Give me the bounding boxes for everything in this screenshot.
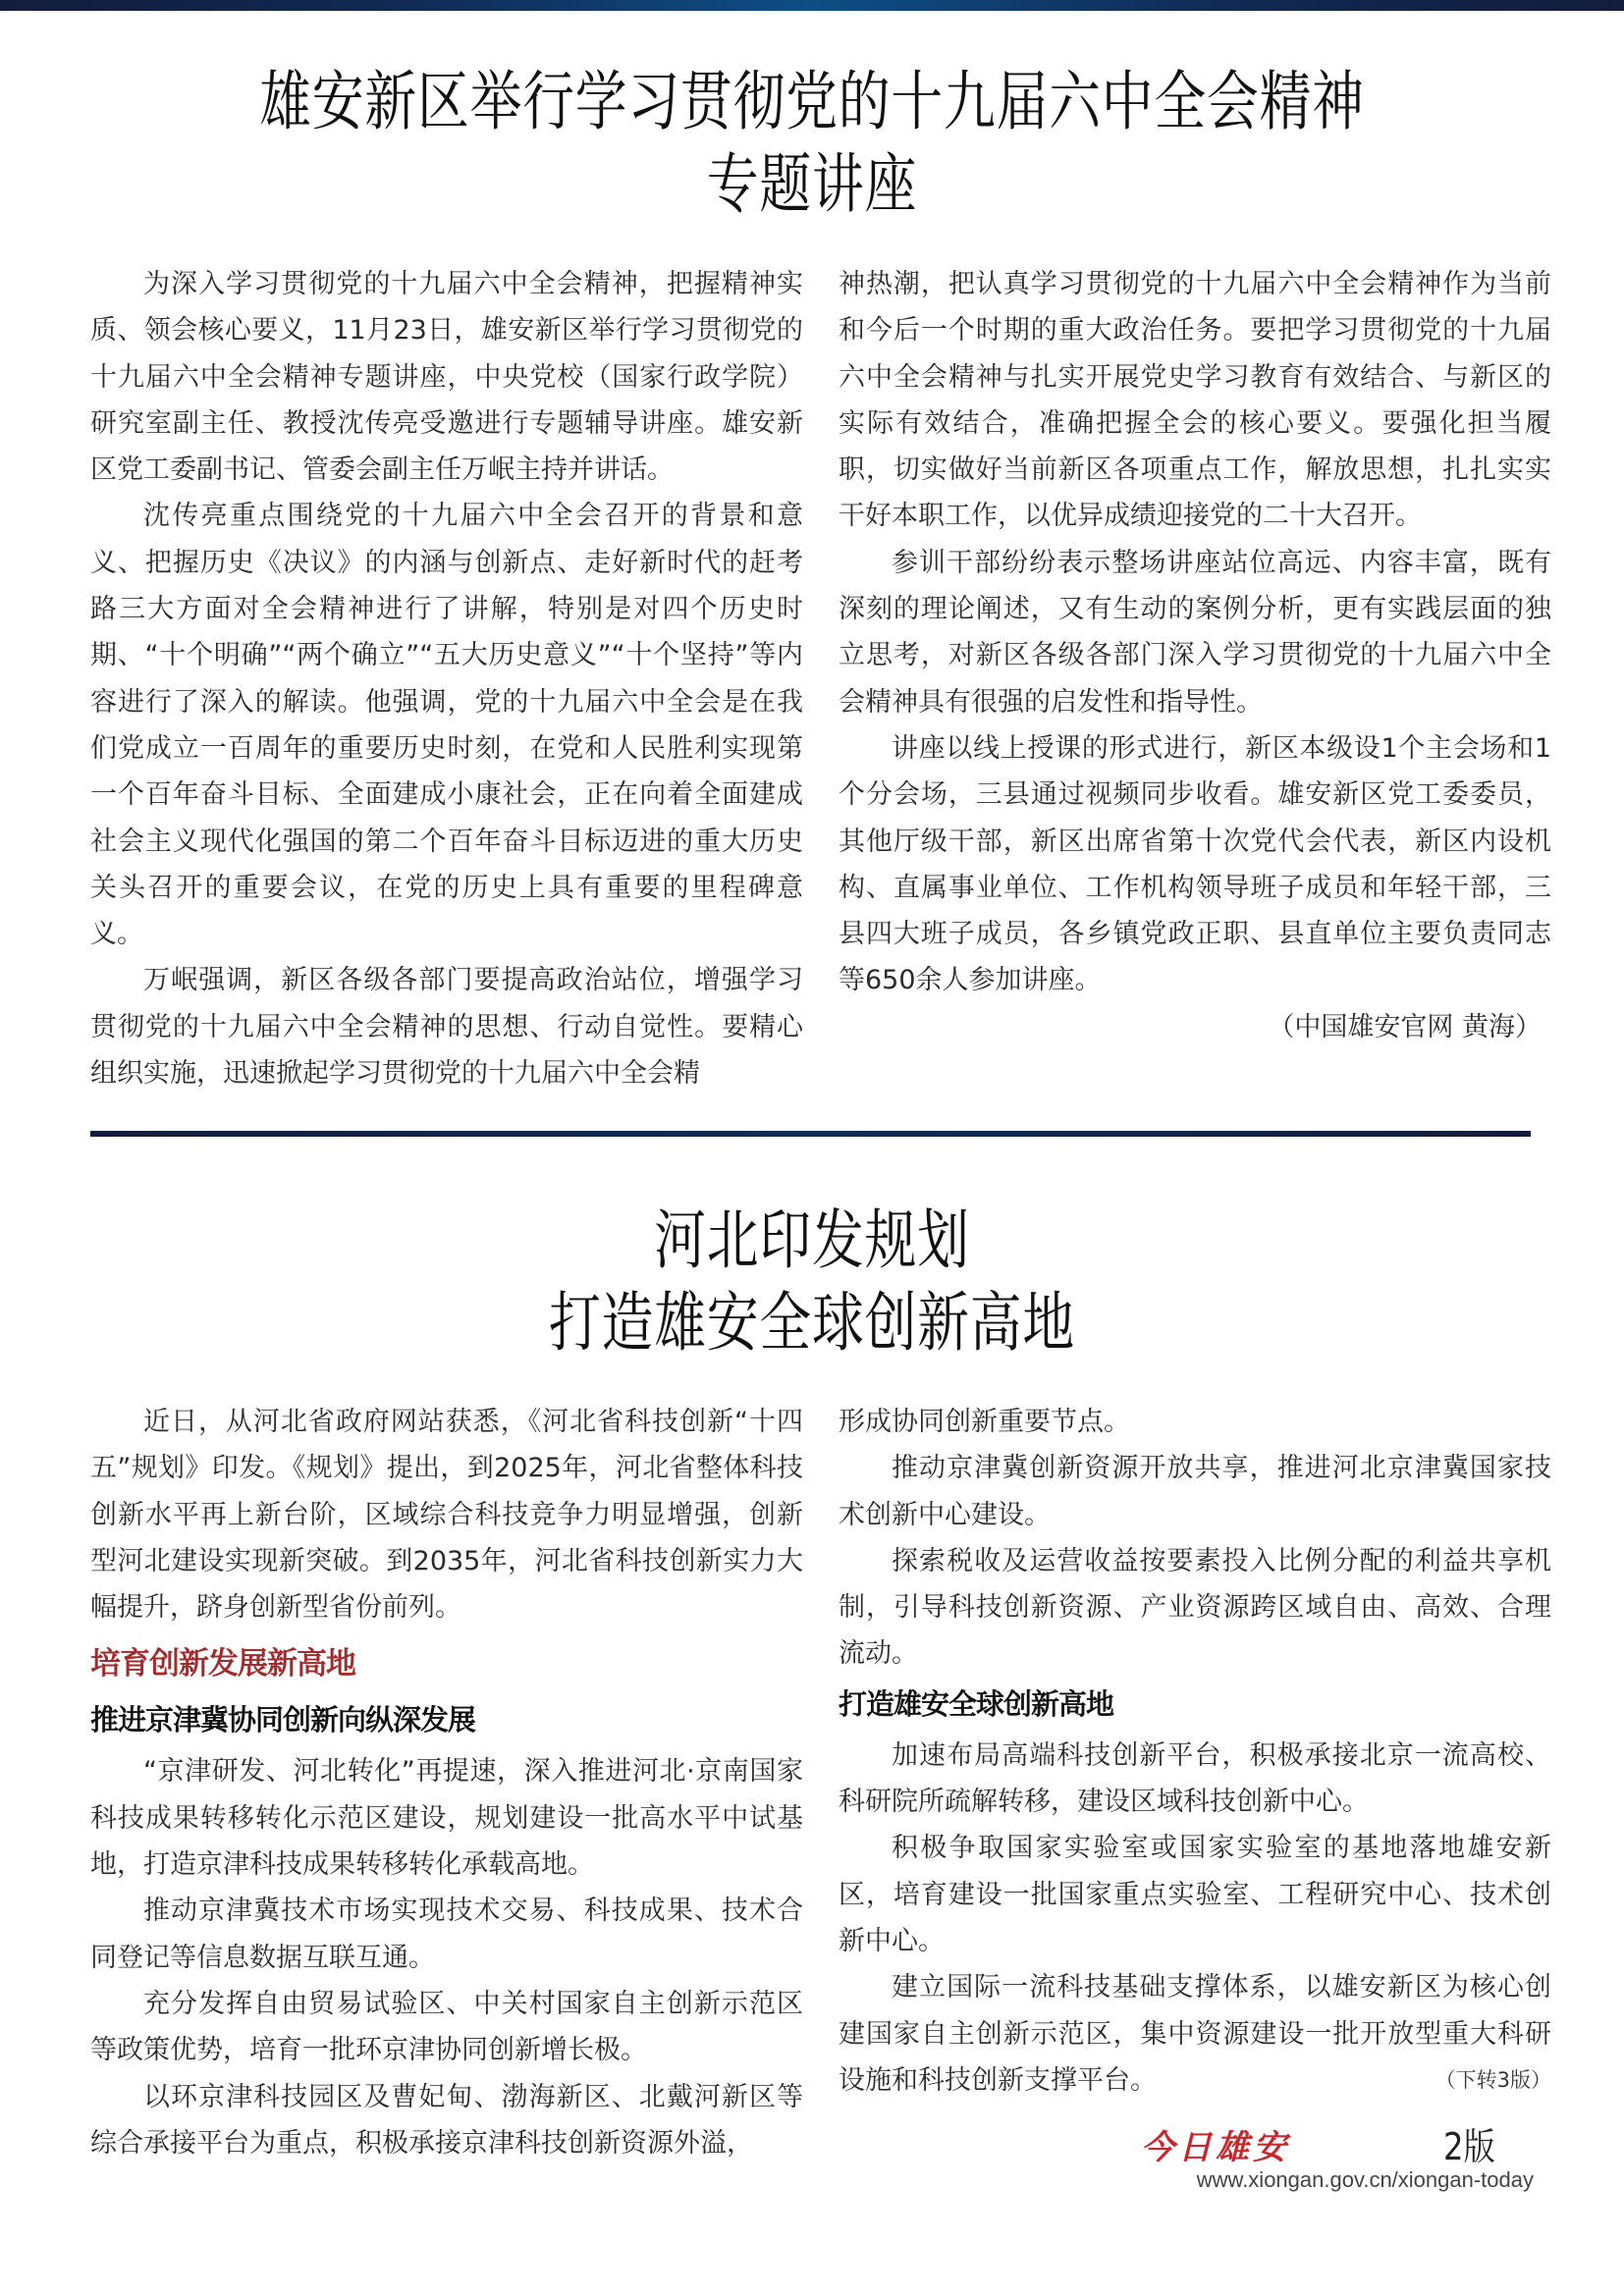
article1-paragraph: 讲座以线上授课的形式进行，新区本级设1个主会场和1个分会场，三县通过视频同步收看。雄安新区党工委委员，其他厅级干部，新区出席省第十次党代会代表，新区内设机构、直属事业单位、工作机构领导班子成员和年轻干部，三县四大班子成员，各乡镇党政正职、县直单位主要负责同志等650余人参加讲座。 bbox=[839, 732, 1551, 996]
article2-paragraph-last-text: 建立国际一流科技基础支撑体系，以雄安新区为核心创建国家自主创新示范区，集中资源建设一批开放型重大科研设施和科技创新支撑平台。 bbox=[839, 1972, 1551, 2096]
continued-note: （下转3版） bbox=[1435, 2067, 1551, 2092]
article2-column-right bbox=[839, 1399, 1551, 2104]
article2-section-heading: 培育创新发展新高地 bbox=[90, 1646, 355, 1682]
article2-paragraph: 推动京津冀创新资源开放共享，推进河北京津冀国家技术创新中心建设。 bbox=[839, 1453, 1551, 1530]
article1-paragraph: 为深入学习贯彻党的十九届六中全会精神，把握精神实质、领会核心要义，11月23日，雄安新区举行学习贯彻党的十九届六中全会精神专题讲座，中央党校（国家行政学院）研究室副主任、教授沈传亮受邀进行专题辅导讲座。雄安新区党工委副书记、管委会副主任万岷主持并讲话。 bbox=[90, 269, 803, 486]
article2-paragraph: 探索税收及运营收益按要素投入比例分配的利益共享机制，引导科技创新资源、产业资源跨区域自由、高效、合理流动。 bbox=[839, 1545, 1551, 1670]
article2-column-left bbox=[90, 1399, 803, 2166]
article2-paragraph: 加速布局高端科技创新平台，积极承接北京一流高校、科研院所疏解转移，建设区域科技创新中心。 bbox=[839, 1739, 1551, 1818]
article2-paragraph: 积极争取国家实验室或国家实验室的基地落地雄安新区，培育建设一批国家重点实验室、工程研究中心、技术创新中心。 bbox=[839, 1833, 1551, 1956]
article2-subheading-2: 打造雄安全球创新高地 bbox=[839, 1686, 1114, 1721]
article1-paragraph: 沈传亮重点围绕党的十九届六中全会召开的背景和意义、把握历史《决议》的内涵与创新点、走好新时代的赶考路三大方面对全会精神进行了讲解，特别是对四个历史时期、“十个明确”“两个确立”“五大历史意义”“十个坚持”等内容进行了深入的解读。他强调，党的十九届六中全会是在我们党成立一百周年的重要历史时刻，在党和人民胜利实现第一个百年奋斗目标、全面建成小康社会，正在向着全面建成社会主义现代化强国的第二个百年奋斗目标迈进的重大历史关头召开的重要会议，在党的历史上具有重要的里程碑意义。 bbox=[90, 501, 803, 950]
article2-title-line-2: 打造雄安全球创新高地 bbox=[549, 1285, 1075, 1361]
article1-paragraph: 万岷强调，新区各级各部门要提高政治站位，增强学习贯彻党的十九届六中全会精神的思想、行动自觉性。要精心组织实施，迅速掀起学习贯彻党的十九届六中全会精 bbox=[90, 965, 803, 1090]
article2-paragraph: 以环京津科技园区及曹妃甸、渤海新区、北戴河新区等综合承接平台为重点，积极承接京津科技创新资源外溢， bbox=[90, 2081, 803, 2159]
article2-intro: 近日，从河北省政府网站获悉，《河北省科技创新“十四五”规划》印发。《规划》提出，到2025年，河北省整体科技创新水平再上新台阶，区域综合科技竞争力明显增强，创新型河北建设实现新突破。到2035年，河北省科技创新实力大幅提升，跻身创新型省份前列。 bbox=[90, 1407, 803, 1624]
section-divider bbox=[90, 1131, 1531, 1137]
article2-title-line-1: 河北印发规划 bbox=[654, 1202, 970, 1278]
website-url[interactable]: www.xiongan.gov.cn/xiongan-today bbox=[1196, 2167, 1534, 2192]
article2-paragraph-last bbox=[839, 1964, 1551, 2104]
article2-title bbox=[162, 1200, 1461, 1364]
article1-column-left bbox=[90, 261, 803, 1096]
article1-title-line-1: 雄安新区举行学习贯彻党的十九届六中全会精神 bbox=[259, 64, 1365, 139]
article2-paragraph: 形成协同创新重要节点。 bbox=[839, 1407, 1130, 1437]
article2-paragraph: “京津研发、河北转化”再提速，深入推进河北·京南国家科技成果转移转化示范区建设，规划建设一批高水平中试基地，打造京津科技成果转移转化承载高地。 bbox=[90, 1756, 803, 1881]
article1-paragraph: 神热潮，把认真学习贯彻党的十九届六中全会精神作为当前和今后一个时期的重大政治任务。要把学习贯彻党的十九届六中全会精神与扎实开展党史学习教育有效结合、与新区的实际有效结合，准确把握全会的核心要义。要强化担当履职，切实做好当前新区各项重点工作，解放思想，扎扎实实干好本职工作，以优异成绩迎接党的二十大召开。 bbox=[839, 269, 1551, 532]
article2-paragraph: 推动京津冀技术市场实现技术交易、科技成果、技术合同登记等信息数据互联互通。 bbox=[90, 1896, 803, 1973]
brand-logo: 今日雄安 bbox=[1141, 2128, 1290, 2167]
article1-title-line-2: 专题讲座 bbox=[706, 146, 918, 222]
article2-subheading-1: 推进京津冀协同创新向纵深发展 bbox=[90, 1703, 476, 1737]
article1-paragraph: 参训干部纷纷表示整场讲座站位高远、内容丰富，既有深刻的理论阐述，又有生动的案例分析，更有实践层面的独立思考，对新区各级各部门深入学习贯彻党的十九届六中全会精神具有很强的启发性和指导性。 bbox=[839, 547, 1551, 718]
article2-paragraph: 充分发挥自由贸易试验区、中关村国家自主创新示范区等政策优势，培育一批环京津协同创新增长极。 bbox=[90, 1988, 803, 2066]
article1-title bbox=[162, 61, 1461, 226]
page-number: 2版 bbox=[1443, 2125, 1495, 2168]
article1-column-right bbox=[839, 261, 1551, 1050]
top-banner bbox=[0, 0, 1624, 11]
article1-byline: （中国雄安官网 黄海） bbox=[1268, 1011, 1542, 1042]
